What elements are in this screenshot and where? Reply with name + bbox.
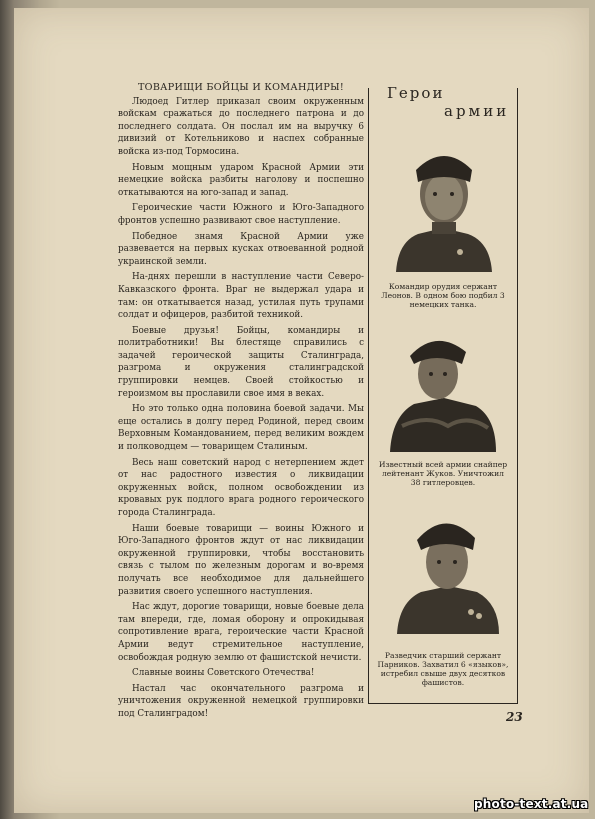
article-paragraph: Настал час окончательного разгрома и уничтожения окруженной немецкой группировки под Сталинградом! (118, 683, 364, 719)
hero-portrait-zhukov (388, 330, 498, 452)
article-paragraph: Нас ждут, дорогие товарищи, новые боевые дела там впереди, где, ломая оборону и опрокидывая сопротивление врага, героические части Красной Армии ведут стремительное наступление, освобождая родную землю от фашистской нечисти. (118, 602, 364, 663)
article-paragraph: Славные воины Советского Отечества! (132, 668, 315, 679)
watermark: photo-text.at.ua (474, 797, 589, 811)
article-paragraph: На-днях перешли в наступление части Северо-Кавказского фронта. Враг не выдержал удара и там: он откатывается назад, устилая путь трупами солдат и офицеров, разбитой техникой. (118, 272, 364, 321)
article-paragraph: Весь наш советский народ с нетерпением ждет от нас радостного известия о ликвидации окруженных войск, полном освобождении из кровавых рук подлого врага родного героического города Сталинграда. (118, 457, 364, 518)
article-paragraph: Героические части Южного и Юго-Западного фронтов успешно развивают свое наступление. (118, 203, 364, 226)
heroes-title-line1: Герои (383, 84, 448, 102)
article-paragraph: Победное знамя Красной Армии уже развевается на первых кусках отвоеванной родной украинской земли. (118, 231, 364, 267)
article-paragraph: Наши боевые товарищи — воины Южного и Юго-Западного фронтов ждут от нас ликвидации окруженной группировки, чтобы восстановить связь с тылом по железным дорогам и во-время получать все необходимое для дальнейшего развития своего успешного наступления. (118, 523, 364, 597)
hero-caption: Разведчик старший сержант Парников. Захватил 6 «языков», истребил свыше двух десятков фашистов. (377, 651, 509, 687)
article-paragraph: Людоед Гитлер приказал своим окруженным войскам сражаться до последнего патрона и до последнего солдата. Он послал им на выручку 6 дивизий от Котельниково и наспех собранные войска из-под Тормосина. (118, 96, 364, 157)
heroes-title-line2: армии (440, 102, 513, 120)
article-title: ТОВАРИЩИ БОЙЦЫ И КОМАНДИРЫ! (137, 82, 345, 93)
article (118, 82, 364, 724)
page-number: 23 (506, 710, 523, 724)
hero-caption: Командир орудия сержант Леонов. В одном бою подбил 3 немецких танка. (381, 282, 505, 309)
article-paragraph: Новым мощным ударом Красной Армии эти немецкие войска разбиты наголову и поспешно откатываются на юго-запад и запад. (118, 162, 364, 198)
article-paragraph: Но это только одна половина боевой задачи. Мы еще остались в долгу перед Родиной, перед своим Верховным Командованием, перед великим вождем и полководцем — товарищем Сталиным. (118, 404, 364, 453)
hero-caption: Известный всей армии снайпер лейтенант Жуков. Уничтожил 38 гитлеровцев. (378, 460, 508, 487)
article-paragraph: Боевые друзья! Бойцы, командиры и политработники! Вы блестяще справились с задачей героической защиты Сталинграда, разгрома и окружения сталинградской группировки немцев. Своей стойкостью и героизмом вы прославили свое имя в веках. (118, 325, 364, 399)
hero-portrait-parnikov (393, 512, 503, 634)
hero-portrait-leonov (388, 142, 498, 272)
